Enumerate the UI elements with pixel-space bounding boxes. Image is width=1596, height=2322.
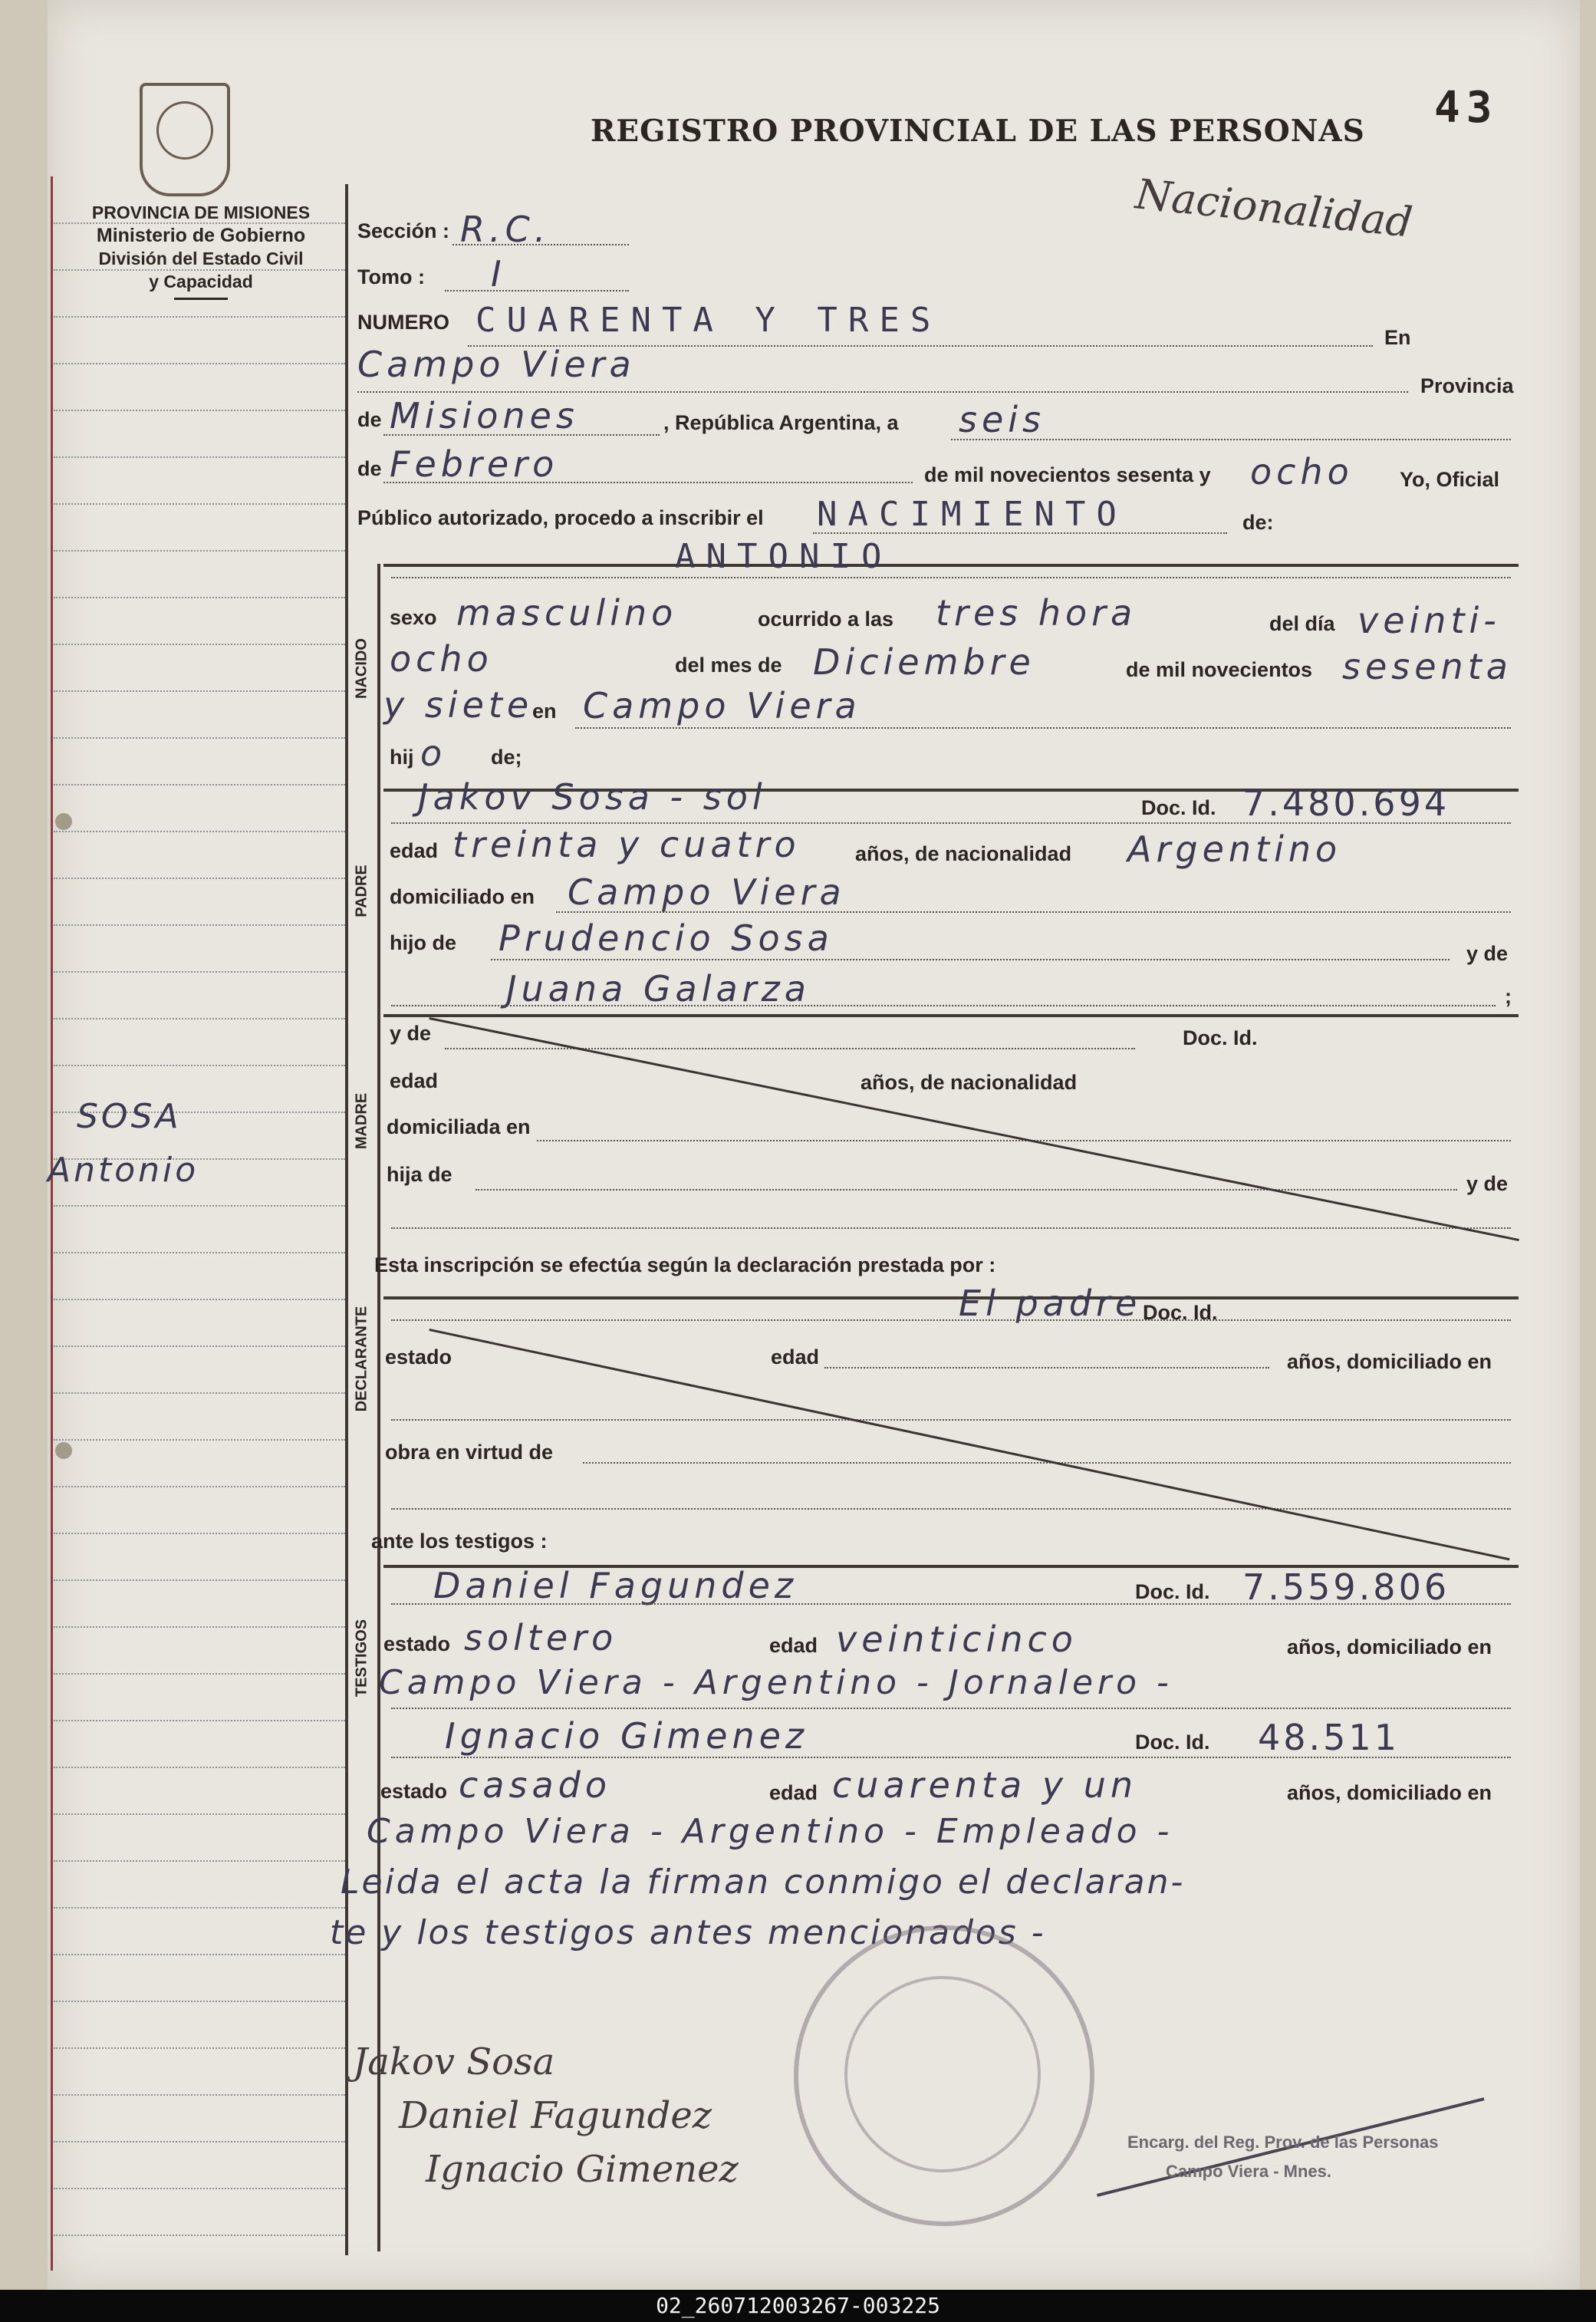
signature-witness-1: Daniel Fagundez [399, 2094, 712, 2137]
witness2-doc-label: Doc. Id. [1135, 1731, 1210, 1754]
ruled-line [54, 2235, 345, 2236]
declarante-edad-label: edad [771, 1345, 820, 1368]
dotted-line [491, 959, 1450, 960]
ruled-line [54, 2001, 345, 2002]
section-rule [383, 1014, 1519, 1017]
ruled-line [54, 363, 345, 364]
margin-given-name: Antonio [48, 1151, 199, 1190]
ministry-division: División del Estado Civil [98, 249, 304, 268]
ruled-line [54, 2094, 345, 2096]
birth-year-value-2: y siete [383, 684, 534, 726]
padre-semicolon: ; [1505, 985, 1512, 1008]
ministry-name: Ministerio de Gobierno [96, 225, 306, 246]
witness2-doc-value: 48.511 [1258, 1717, 1400, 1758]
declarante-obra-label: obra en virtud de [385, 1441, 554, 1464]
month-value: Febrero [390, 443, 559, 485]
padre-doc-value: 7.480.694 [1242, 782, 1450, 824]
ruled-line [54, 410, 345, 411]
tomo-value: I [491, 253, 506, 295]
closing-line-2: te y los testigos antes mencionados - [330, 1913, 1046, 1952]
ruled-line [54, 2188, 345, 2189]
dotted-line [575, 727, 1511, 729]
ruled-line [54, 1533, 345, 1534]
padre-father-value: Prudencio Sosa [499, 917, 834, 959]
en-label: En [1384, 326, 1411, 349]
province-value: Misiones [390, 395, 579, 436]
ruled-line [54, 924, 345, 926]
declarante-dom-label: años, domiciliado en [1287, 1350, 1492, 1373]
dotted-line [383, 482, 913, 483]
ruled-line [54, 503, 345, 505]
place-value: Campo Viera [357, 344, 636, 385]
section-rule [383, 564, 1519, 567]
margin-column [48, 0, 354, 2290]
ruled-line [54, 1673, 345, 1675]
witness1-estado-label: estado [383, 1632, 451, 1655]
padre-mother-value: Juana Galarza [506, 968, 811, 1009]
republica-label: , República Argentina, a [663, 411, 899, 434]
padre-yde-label: y de [1466, 942, 1509, 965]
father-name: Jakov Sosa - sol [418, 776, 767, 818]
witness2-edad-value: cuarenta y un [832, 1764, 1138, 1806]
dotted-line [824, 1367, 1269, 1368]
witness1-edad-value: veinticinco [836, 1619, 1078, 1660]
dia-value: veinti- [1357, 600, 1501, 641]
ruled-line [54, 1299, 345, 1300]
madre-yde-label: y de [390, 1022, 432, 1045]
ruled-line [54, 1954, 345, 1955]
ruled-line [54, 222, 345, 224]
dotted-line [391, 1319, 1511, 1321]
ministry-block [48, 201, 354, 300]
page-title: REGISTRO PROVINCIAL DE LAS PERSONAS [591, 114, 1365, 149]
witness2-estado-label: estado [380, 1780, 448, 1803]
padre-dom-value: Campo Viera [568, 871, 846, 913]
closing-line-1: Leida el acta la firman conmigo el declaran- [341, 1863, 1186, 1902]
mes-value: Diciembre [813, 641, 1035, 683]
signature-declarant: Jakov Sosa [353, 2040, 555, 2083]
dotted-line [391, 1603, 1511, 1605]
witness2-name: Ignacio Gimenez [445, 1715, 809, 1757]
dotted-line [951, 439, 1511, 440]
padre-edad-label: edad [390, 839, 439, 862]
ruled-line [54, 831, 345, 832]
dotted-line [391, 577, 1511, 578]
ruled-line [54, 1767, 345, 1768]
ruled-line [54, 878, 345, 879]
ruled-line [54, 1813, 345, 1815]
ruled-line [54, 644, 345, 645]
witness2-edad-label: edad [769, 1781, 818, 1804]
year-label: de mil novecientos sesenta y [924, 463, 1211, 486]
en-label-2: en [532, 700, 557, 723]
madre-doc-label: Doc. Id. [1183, 1026, 1258, 1049]
testigos-section-label: TESTIGOS [353, 1619, 370, 1698]
ruled-line [54, 1252, 345, 1253]
ruled-line [54, 784, 345, 786]
margin-rule [51, 176, 53, 2271]
declarante-value: El padre [959, 1283, 1142, 1324]
ruled-line [54, 316, 345, 318]
padre-dom-label: domiciliado en [390, 885, 535, 908]
act-value: NACIMIENTO [817, 495, 1127, 534]
hijo-suffix: o [420, 733, 447, 774]
dotted-line [391, 1708, 1511, 1709]
ruled-line [54, 1345, 345, 1347]
provincia-label: Provincia [1420, 374, 1514, 397]
dotted-line [391, 1508, 1511, 1510]
dotted-line [357, 391, 1408, 393]
witness2-estado-value: casado [459, 1764, 611, 1806]
official-stamp [794, 1925, 1094, 2226]
ruled-line [54, 597, 345, 598]
mes-label: del mes de [675, 654, 782, 677]
day-value: seis [959, 399, 1046, 440]
binding-hole [55, 1442, 72, 1459]
ruled-line [54, 971, 345, 973]
section-border [377, 564, 380, 2251]
dotted-line [445, 290, 629, 291]
padre-edad-value: treinta y cuatro [452, 824, 801, 865]
hora-value: tres hora [936, 592, 1137, 634]
ruled-line [54, 1860, 345, 1862]
nacido-section-label: NACIDO [353, 638, 370, 699]
ruled-line [54, 2141, 345, 2142]
numero-label: NUMERO [357, 311, 449, 334]
dotted-line [391, 1419, 1511, 1421]
dotted-line [391, 1227, 1511, 1229]
ruled-line [54, 2047, 345, 2049]
declarante-doc-label: Doc. Id. [1143, 1301, 1218, 1324]
madre-yde2-label: y de [1466, 1172, 1509, 1195]
ruled-line [54, 1205, 345, 1207]
dotted-line [391, 1005, 1496, 1006]
dotted-line [391, 1757, 1511, 1758]
witness1-estado-value: soltero [464, 1617, 618, 1658]
ruled-line [54, 269, 345, 271]
birth-year-value: sesenta [1342, 646, 1512, 687]
stamp-text-1: Encarg. del Reg. Prov. de las Personas [1127, 2133, 1439, 2152]
witness1-dom-value: Campo Viera - Argentino - Jornalero - [379, 1663, 1173, 1702]
del-dia-label: del día [1269, 612, 1335, 635]
padre-nac-label: años, de nacionalidad [855, 842, 1072, 865]
ruled-line [54, 737, 345, 739]
ruled-line [54, 1065, 345, 1066]
witness1-dom-label: años, domiciliado en [1287, 1635, 1492, 1658]
dotted-line [383, 434, 660, 436]
sexo-value: masculino [456, 592, 678, 634]
declarante-section-label: DECLARANTE [353, 1306, 370, 1412]
ruled-line [54, 550, 345, 552]
birth-place-value: Campo Viera [583, 685, 861, 726]
dotted-line [813, 532, 1227, 534]
witness1-doc-value: 7.559.806 [1242, 1566, 1450, 1608]
province-seal-icon [140, 83, 230, 196]
witness1-edad-label: edad [769, 1634, 818, 1657]
padre-section-label: PADRE [353, 865, 370, 917]
dotted-line [476, 1189, 1457, 1191]
de-semicolon-label: de; [491, 746, 522, 769]
page-number: 43 [1434, 83, 1499, 133]
tomo-label: Tomo : [357, 265, 425, 288]
child-name: ANTONIO [675, 537, 893, 576]
binding-hole [55, 813, 72, 830]
witness2-dom-value: Campo Viera - Argentino - Empleado - [367, 1812, 1174, 1851]
oficial-label: Yo, Oficial [1400, 468, 1500, 491]
witness1-name: Daniel Fagundez [433, 1565, 798, 1606]
ruled-line [54, 1486, 345, 1487]
testigos-intro: ante los testigos : [371, 1530, 548, 1553]
seccion-value: R.C. [460, 209, 551, 250]
dotted-line [445, 1048, 1135, 1049]
ruled-line [54, 1907, 345, 1909]
de-label: de [357, 408, 382, 431]
ocurrido-label: ocurrido a las [758, 608, 894, 631]
hijo-label: hij [390, 746, 414, 769]
ruled-line [54, 1018, 345, 1019]
madre-nac-label: años, de nacionalidad [861, 1071, 1078, 1094]
dia-value-2: ocho [390, 638, 493, 680]
mil-label: de mil novecientos [1126, 658, 1313, 681]
de-colon-label: de: [1242, 511, 1274, 534]
signature-witness-2: Ignacio Gimenez [426, 2148, 739, 2191]
ruled-line [54, 1626, 345, 1628]
publico-label: Público autorizado, procedo a inscribir el [357, 506, 764, 529]
ruled-line [54, 1720, 345, 1721]
ruled-line [54, 1392, 345, 1394]
padre-nac-value: Argentino [1127, 828, 1342, 870]
padre-hijo-label: hijo de [390, 931, 456, 954]
margin-surname: SOSA [77, 1097, 182, 1136]
witness1-doc-label: Doc. Id. [1135, 1580, 1210, 1603]
numero-value: CUARENTA Y TRES [476, 301, 942, 340]
seccion-label: Sección : [357, 219, 450, 242]
declarante-estado-label: estado [385, 1345, 452, 1368]
ruled-line [54, 1439, 345, 1441]
stamp-text-2: Campo Viera - Mnes. [1166, 2162, 1331, 2181]
header-annotation: Nacionalidad [1133, 170, 1415, 247]
ruled-line [54, 456, 345, 458]
year-value: ocho [1250, 451, 1354, 492]
madre-hija-label: hija de [387, 1163, 452, 1186]
ministry-division-2: y Capacidad [149, 272, 253, 291]
ruled-line [54, 690, 345, 692]
witness2-dom-label: años, domiciliado en [1287, 1781, 1492, 1804]
dotted-line [556, 911, 1511, 913]
ministry-province: PROVINCIA DE MISIONES [91, 203, 311, 222]
madre-section-label: MADRE [353, 1092, 370, 1150]
ruled-line [54, 1579, 345, 1581]
sexo-label: sexo [390, 606, 437, 629]
dotted-line [452, 244, 629, 245]
section-rule [383, 1296, 1519, 1299]
declarante-intro: Esta inscripción se efectúa según la declaración prestada por : [374, 1253, 996, 1276]
madre-edad-label: edad [390, 1069, 439, 1092]
padre-doc-label: Doc. Id. [1141, 796, 1216, 819]
madre-dom-label: domiciliada en [387, 1115, 531, 1138]
de-label-2: de [357, 457, 382, 480]
image-id-footer: 02_260712003267-003225 [0, 2290, 1596, 2322]
